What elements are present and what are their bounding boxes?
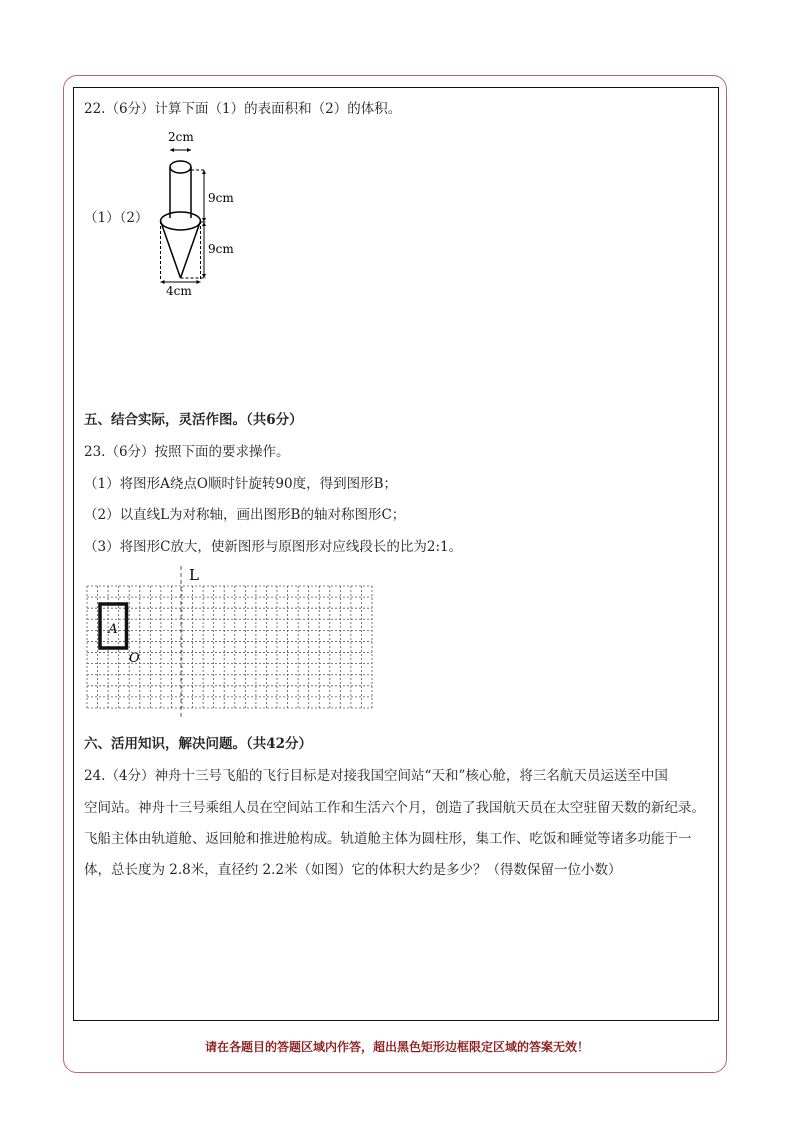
q23-grid-figure [80,560,380,722]
point-O-label: O [129,651,140,666]
shape-A-label: A [108,622,118,637]
q24-line4: 体，总长度为 2.8米，直径约 2.2米（如图）它的体积大约是多少？（得数保留一位小数） [84,862,622,878]
q22-text: 22.（6分）计算下面（1）的表面积和（2）的体积。 [84,101,402,117]
q23-step2: （2）以直线L为对称轴，画出图形B的轴对称图形C； [84,507,406,523]
q23-step1: （1）将图形A绕点O顺时针旋转90度，得到图形B； [84,476,398,492]
label-lower-height: 9cm [208,242,234,256]
label-upper-height: 9cm [208,191,234,205]
section6-title: 六、活用知识，解决问题。（共42分） [84,736,313,752]
line-L-label: L [189,566,199,584]
q23-text: 23.（6分）按照下面的要求操作。 [84,444,290,460]
q24-line1: 24.（4分）神舟十三号飞船的飞行目标是对接我国空间站“天和”核心舱，将三名航天员运送至中国 [84,768,668,784]
q24-line3: 飞船主体由轨道舱、返回舱和推进舱构成。轨道舱主体为圆柱形，集工作、吃饭和睡觉等诸多功能于一 [84,831,692,847]
section5-title: 五、结合实际，灵活作图。（共6分） [84,412,303,428]
label-top-diameter: 2cm [168,130,194,144]
footer-notice: 请在各题目的答题区域内作答，超出黑色矩形边框限定区域的答案无效！ [204,1040,589,1054]
q23-step3: （3）将图形C放大，使新图形与原图形对应线段长的比为2:1。 [84,539,463,555]
q22-figure [140,128,250,300]
label-bottom-width: 4cm [166,284,192,298]
q22-parts-label: （1）（2） [84,210,149,226]
q24-line2: 空间站。神舟十三号乘组人员在空间站工作和生活六个月，创造了我国航天员在太空驻留天数的新纪录。 [84,800,705,816]
